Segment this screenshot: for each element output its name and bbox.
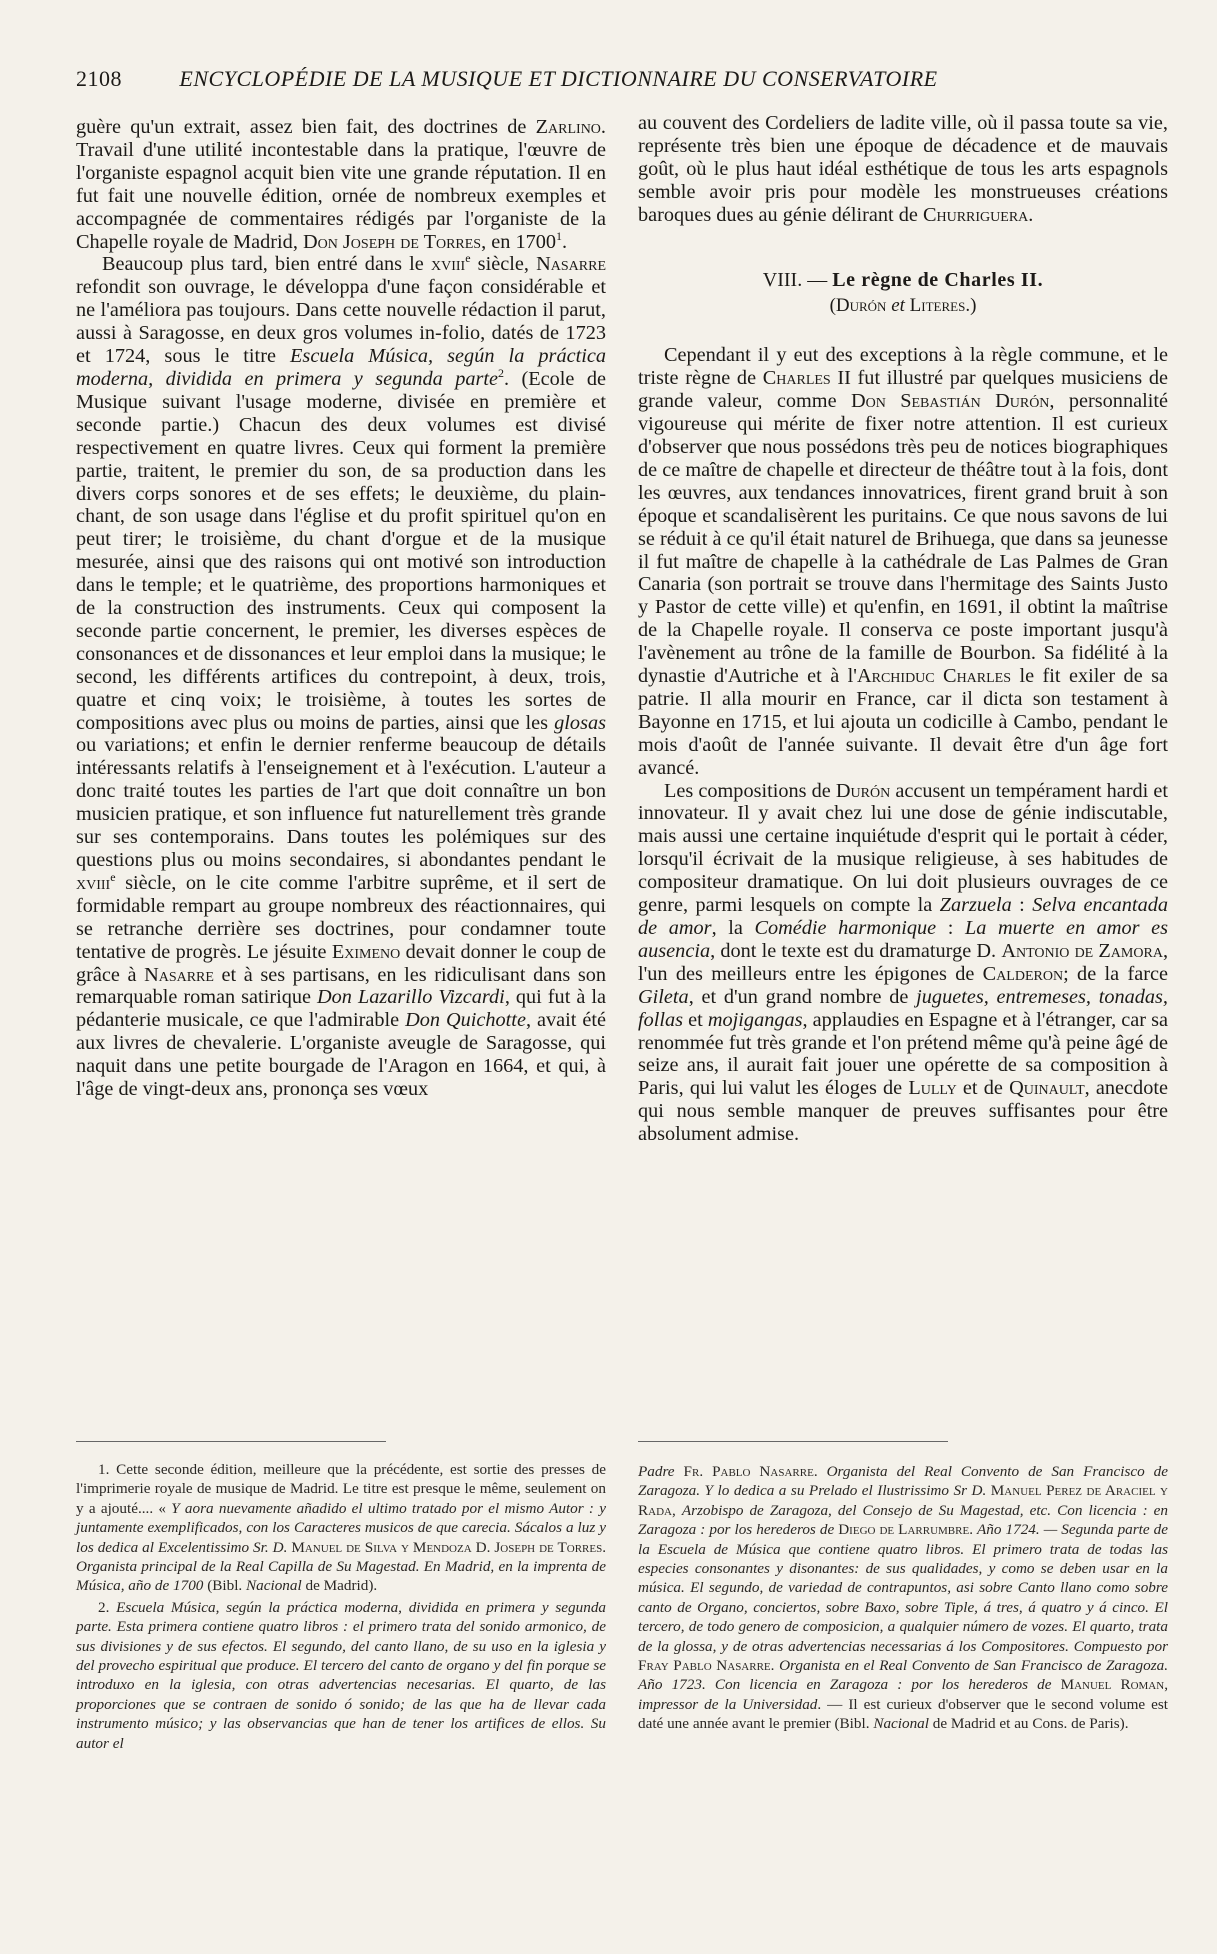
footnote-ref: 2	[498, 366, 505, 381]
paragraph: guère qu'un extrait, assez bien fait, des doctrines de Zarlino. Travail d'une utilité incontestable dans la pratique, l'œuvre de l'organiste espagnol acquit bien vite une grande réputation. Il en fut fait une nouvelle édition, ornée de nombreux exemples et accompagnée de commentaires rédigés par l'organiste de la Chapelle royale de Madrid, Don Joseph de Torres, en 1700$^1$.	[76, 116, 606, 253]
footnote-2: 2. Escuela Música, según la práctica moderna, dividida en primera y segunda parte. Esta primera contiene quatro libros : el primero trata del sonido armonico, de sus divisiones y de sus efectos. El segundo, del canto llano, de su uso en la iglesia y del provecho espiritual que produce. El tercero del canto de organo y del fin porque se introduxo en la iglesia, con otras advertencias necesarias. El quarto, de las proporciones que se contraen de sonido ó sonido; de las que ha de llevar cada instrumento músico; y las observancias que han de tener los artifices de ellos. Su autor el	[76, 1598, 607, 1752]
footnote-ref: 1	[556, 228, 563, 243]
footnote-1: 1. Cette seconde édition, meilleure que la précédente, est sortie des presses de l'imprimerie royale de musique de Madrid. Le titre est presque le même, seulement on y a ajouté.... « Y aora nuevamente añadido el ultimo tratado por el mismo Autor : y juntamente exemplificados, con los Caracteres musicos de que carecia. Sácalos a luz y los dedica al Excelentissimo Sr. D. Manuel de Silva y Mendoza D. Joseph de Torres. Organista principal de la Real Capilla de Su Magestad. En Madrid, en la imprenta de Música, año de 1700 (Bibl. Nacional de Madrid).	[76, 1461, 606, 1595]
paragraph: Beaucoup plus tard, bien entré dans le xviii$^e$ siècle, Nasarre refondit son ouvrage, le développa d'une façon considérable et ne l'améliora pas toujours. Dans cette nouvelle rédaction il parut, aussi à Saragosse, en deux gros volumes in-folio, datés de 1723 et 1724, sous le titre Escuela Música, según la práctica moderna, dividida en primera y segunda parte$^2$. (Ecole de Musique suivant l'usage moderne, divisée en première et seconde partie.) Chacun des deux volumes est divisé respectivement en quatre livres. Ceux qui forment la première partie, traitent, le premier du son, de sa production dans les divers corps sonores et de ses effets; le deuxième, du plain-chant, de son usage dans l'église et du profit spirituel qu'on en peut tirer; le troisième, du chant d'orgue et de la musique mesurée, ainsi que des raisons qui ont motivé son introduction dans le temple; et le quatrième, des proportions harmoniques et de la construction des instruments. Ceux qui composent la seconde partie concernent, le premier, les diverses espèces de consonances et de dissonances et leur emploi dans la musique; le second, les différents artifices du contrepoint, à deux, trois, quatre et cinq voix; le troisième, à toutes les sortes de compositions avec plus ou moins de parties, ainsi que les glosas ou variations; et enfin le dernier renferme beaucoup de détails intéressants relatifs à l'enseignement et à l'exécution. L'auteur a donc traité toutes les parties de l'art que doit connaître un bon musicien pratique, et son influence fut naturellement très grande sur ses contemporains. Dans toutes les polémiques sur des questions plus ou moins secondaires, si abondantes pendant le xviii$^e$ siècle, on le cite comme l'arbitre suprême, et il sert de formidable rempart au groupe nombreux des réactionnaires, qui se retranche derrière ses doctrines, pour condamner toute tentative de progrès. Le jésuite Eximeno devait donner le coup de grâce à Nasarre et à ses partisans, en les ridiculisant dans son remarquable roman satirique Don Lazarillo Vizcardi, qui fut à la pédanterie musicale, ce que l'admirable Don Quichotte, avait été aux livres de chevalerie. L'organiste aveugle de Saragosse, qui naquit dans une petite bourgade de l'Aragon en 1664, et qui, à l'âge de vingt-deux ans, prononça ses vœux	[76, 251, 607, 1101]
right-column	[638, 112, 1168, 1146]
paragraph: Les compositions de Durón accusent un tempérament hardi et innovateur. Il y avait chez lui une dose de génie indiscutable, mais aussi une certaine inquiétude d'esprit qui le portait à céder, lorsqu'il écrivait de la musique religieuse, à ses habitudes de compositeur dramatique. On lui doit plusieurs ouvrages de ce genre, parmi lesquels on compte la Zarzuela : Selva encantada de amor, la Comédie harmonique : La muerte en amor es ausencia, dont le texte est du dramaturge D. Antonio de Zamora, l'un des meilleurs entre les épigones de Calderon; de la farce Gileta, et d'un grand nombre de juguetes, entremeses, tonadas, follas et mojigangas, applaudies en Espagne et à l'étranger, car sa renommée fut très grande et l'on prétend même qu'à peine âgé de seize ans, il aurait fait jouer une opérette de sa composition à Paris, qui lui valut les éloges de Lully et de Quinault, anecdote qui nous semble manquer de preuves suffisantes pour être absolument admise.	[638, 779, 1169, 1146]
section-subtitle: (Durón et Literes.)	[829, 295, 977, 317]
footnotes-right	[638, 1462, 1168, 1736]
footnote-2-continued: Padre Fr. Pablo Nasarre. Organista del Real Convento de San Francisco de Zaragoza. Y lo dedica a su Prelado el Ilustrissimo Sr D. Manuel Perez de Araciel y Rada, Arzobispo de Zaragoza, del Consejo de Su Magestad, etc. Con licencia : en Zaragoza : por los herederos de Diego de Larrumbre. Año 1724. — Segunda parte de la Escuela de Música que contiene quatro libros. El primero trata de todas las especies consonantes y disonantes: de sus qualidades, y como se deben usar en la música. El segundo, de variedad de contrapuntos, asi sobre Canto llano como sobre canto de Organo, conciertos, sobre Baxo, sobre Tiple, á tres, á quatro y á cinco. El tercero, de todo genero de composicion, a qualquier número de vozes. El quarto, trata de la glossa, y de otras advertencias necessarias á los Compositores. Compuesto por Fray Pablo Nasarre. Organista en el Real Convento de San Francisco de Zaragoza. Año 1723. Con licencia en Zaragoza : por los herederos de Manuel Roman, impressor de la Universidad. — Il est curieux d'observer que le second volume est daté une année avant le premier (Bibl. Nacional de Madrid et au Cons. de Paris).	[638, 1463, 1169, 1733]
paragraph: au couvent des Cordeliers de ladite ville, où il passa toute sa vie, représente très bien une époque de décadence et de mauvais goût, où le plus haut idéal esthétique de tous les arts espagnols semble avoir pris pour modèle les monstrueuses créations baroques dues au génie délirant de Churriguera.	[638, 112, 1168, 226]
running-header	[76, 66, 1041, 96]
paragraph: Cependant il y eut des exceptions à la règle commune, et le triste règne de Charles II fut illustré par quelques musiciens de grande valeur, comme Don Sebastián Durón, personnalité vigoureuse qui mérite de fixer notre attention. Il est curieux d'observer que nous possédons très peu de notices biographiques de ce maître de chapelle et directeur de théâtre tout à la fois, dont les œuvres, aux tendances innovatrices, firent grand bruit à son époque et scandalisèrent les puritains. Ce que nous savons de lui se réduit à ce qu'il était naturel de Brihuega, que dans sa jeunesse il fut maître de chapelle à la cathédrale de Las Palmes de Gran Canaria (son portrait se trouve dans l'hermitage des Saints Justo y Pastor de cette ville) et qu'enfin, en 1691, il obtint la maîtrise de la Chapelle royale. Il conserva ce poste important jusqu'à l'avènement au trône de la famille de Bourbon. Sa fidélité à la dynastie d'Autriche et à l'Archiduc Charles le fit exiler de sa patrie. Il alla mourir en France, car il dicta son testament à Bayonne en 1715, et lui ajouta un codicille à Cambo, pendant le mois d'août de l'année suivante. Il devait être d'un âge fort avancé.	[638, 344, 1169, 779]
page-number: 2108	[76, 66, 122, 91]
left-column	[76, 116, 606, 1101]
footnotes-left	[76, 1460, 606, 1755]
footnote-divider	[76, 1441, 386, 1442]
footnote-divider	[638, 1441, 948, 1442]
section-heading: VIII. — Le règne de Charles II.	[762, 268, 1044, 291]
running-title: ENCYCLOPÉDIE DE LA MUSIQUE ET DICTIONNAIRE DU CONSERVATOIRE	[179, 66, 938, 91]
